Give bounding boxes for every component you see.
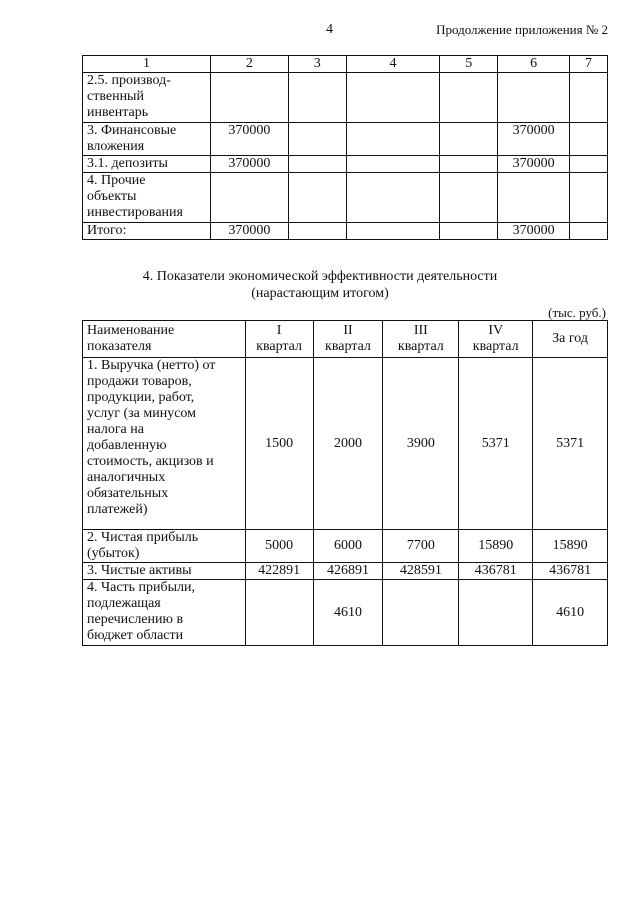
table-cell: [459, 580, 533, 646]
row-label: 4. Часть прибыли, подлежащая перечислению в бюджет области: [83, 580, 246, 646]
table-cell: 370000: [498, 123, 570, 156]
column-header-q4: IV квартал: [459, 321, 533, 358]
column-header-name: Наименование показателя: [83, 321, 246, 358]
table-header-row: [83, 321, 608, 358]
column-header: 3: [288, 56, 346, 73]
table-cell: [440, 123, 498, 156]
table-row: [83, 563, 608, 580]
table-cell: 370000: [498, 156, 570, 173]
table-cell: [570, 123, 608, 156]
table-cell: [346, 73, 440, 123]
table-cell: [245, 580, 313, 646]
row-label: 3. Чистые активы: [83, 563, 246, 580]
table-cell: [498, 73, 570, 123]
table-cell: [210, 73, 288, 123]
table-cell: 15890: [533, 530, 608, 563]
table-cell: [288, 223, 346, 240]
table-cell: [440, 73, 498, 123]
table-cell: 5000: [245, 530, 313, 563]
table-cell: 4610: [313, 580, 383, 646]
table-cell: 428591: [383, 563, 459, 580]
column-header-q2: II квартал: [313, 321, 383, 358]
column-header: 2: [210, 56, 288, 73]
row-label: 1. Выручка (нетто) от продажи товаров, продукции, работ, услуг (за минусом налога на добавленную стоимость, акцизов и аналогичных обязательных платежей): [83, 358, 246, 530]
table-cell: 3900: [383, 358, 459, 530]
table-cell: [288, 73, 346, 123]
table-cell: 436781: [533, 563, 608, 580]
table-cell: 5371: [459, 358, 533, 530]
table-cell: 5371: [533, 358, 608, 530]
table-header-row: [83, 56, 608, 73]
investment-table: [82, 55, 608, 240]
table-cell: 7700: [383, 530, 459, 563]
table-row: [83, 580, 608, 646]
page-number: 4: [326, 22, 333, 37]
column-header-q3: III квартал: [383, 321, 459, 358]
row-label: 3.1. депозиты: [83, 156, 211, 173]
table-cell: [383, 580, 459, 646]
table-cell: 426891: [313, 563, 383, 580]
table-cell: [440, 156, 498, 173]
row-label: 4. Прочие объекты инвестирования: [83, 173, 211, 223]
table-cell: [288, 123, 346, 156]
table-cell: [440, 223, 498, 240]
table-row: [83, 358, 608, 530]
table-row: [83, 123, 608, 156]
table-cell: 1500: [245, 358, 313, 530]
table-row: [83, 156, 608, 173]
table-cell: 370000: [210, 123, 288, 156]
column-header: 6: [498, 56, 570, 73]
column-header: 1: [83, 56, 211, 73]
table-cell: [570, 156, 608, 173]
table-cell: [440, 173, 498, 223]
column-header: 5: [440, 56, 498, 73]
table-cell: 422891: [245, 563, 313, 580]
table-cell: [570, 173, 608, 223]
table-row: [83, 530, 608, 563]
table-row: [83, 173, 608, 223]
table-cell: 15890: [459, 530, 533, 563]
table-cell: [346, 223, 440, 240]
row-label: 3. Финансовые вложения: [83, 123, 211, 156]
column-header-q1: I квартал: [245, 321, 313, 358]
column-header: 4: [346, 56, 440, 73]
table-cell: [346, 156, 440, 173]
table-row-total: [83, 223, 608, 240]
column-header-year: За год: [533, 321, 608, 358]
table-cell: 4610: [533, 580, 608, 646]
table-cell: 370000: [210, 223, 288, 240]
efficiency-table: [82, 320, 608, 646]
table-cell: 6000: [313, 530, 383, 563]
table-cell: [570, 223, 608, 240]
table-cell: [288, 156, 346, 173]
continuation-label: Продолжение приложения № 2: [436, 22, 608, 37]
row-label: 2.5. производ- ственный инвентарь: [83, 73, 211, 123]
row-label: 2. Чистая прибыль (убыток): [83, 530, 246, 563]
row-label: Итого:: [83, 223, 211, 240]
table-row: [83, 73, 608, 123]
section-title: 4. Показатели экономической эффективности деятельности (нарастающим итогом): [142, 269, 498, 301]
table-cell: 370000: [498, 223, 570, 240]
table-cell: 436781: [459, 563, 533, 580]
table-cell: 370000: [210, 156, 288, 173]
table-cell: 2000: [313, 358, 383, 530]
unit-label: (тыс. руб.): [548, 305, 606, 320]
column-header: 7: [570, 56, 608, 73]
table-cell: [498, 173, 570, 223]
table-cell: [210, 173, 288, 223]
table-cell: [346, 123, 440, 156]
table-cell: [570, 73, 608, 123]
table-cell: [346, 173, 440, 223]
table-cell: [288, 173, 346, 223]
